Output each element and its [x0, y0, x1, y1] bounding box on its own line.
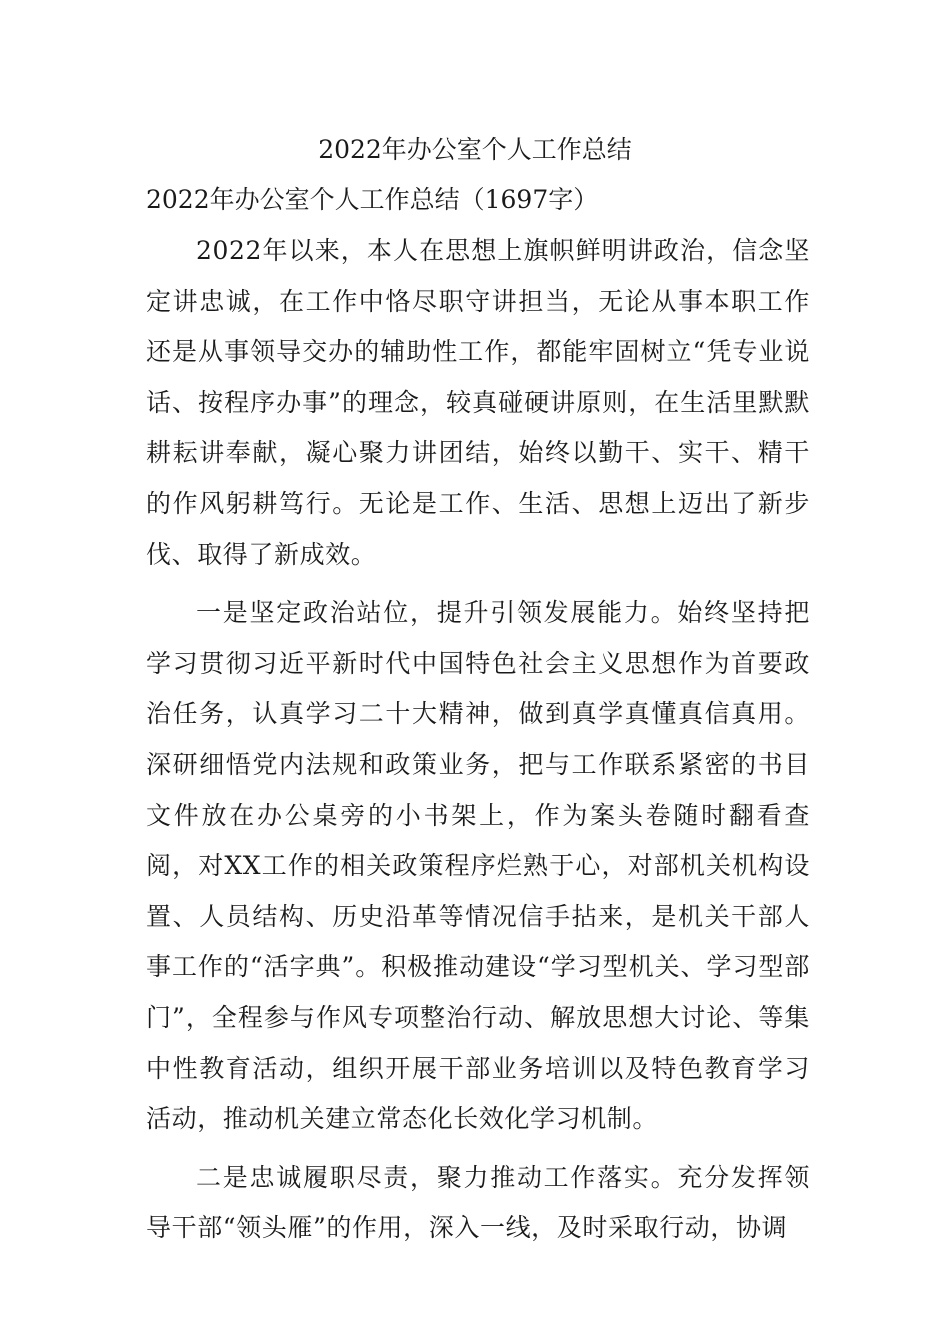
- paragraph-political-stance: 一是坚定政治站位，提升引领发展能力。始终坚持把学习贯彻习近平新时代中国特色社会主义思想作为首要政治任务，认真学习二十大精神，做到真学真懂真信真用。深研细悟党内法规和政策业务，把与工作联系紧密的书目文件放在办公桌旁的小书架上，作为案头卷随时翻看查阅，对XX工作的相关政策程序烂熟于心，对部机关机构设置、人员结构、历史沿革等情况信手拈来，是机关干部人事工作的“活字典”。积极推动建设“学习型机关、学习型部门”，全程参与作风专项整治行动、解放思想大讨论、等集中性教育活动，组织开展干部业务培训以及特色教育学习活动，推动机关建立常态化长效化学习机制。: [146, 598, 810, 1134]
- document-title: 2022年办公室个人工作总结: [318, 135, 632, 164]
- paragraph-intro: 2022年以来，本人在思想上旗帜鲜明讲政治，信念坚定讲忠诚，在工作中恪尽职守讲担当，无论从事本职工作还是从事领导交办的辅助性工作，都能牢固树立“凭专业说话、按程序办事”的理念，较真碰硬讲原则，在生活里默默耕耘讲奉献，凝心聚力讲团结，始终以勤干、实干、精干的作风躬耕笃行。无论是工作、生活、思想上迈出了新步伐、取得了新成效。: [146, 236, 810, 569]
- document-body: [146, 226, 810, 1262]
- paragraph-duty-fulfillment: 二是忠诚履职尽责，聚力推动工作落实。充分发挥领导干部“领头雁”的作用，深入一线，及时采取行动，协调: [146, 1162, 810, 1243]
- document-subtitle: 2022年办公室个人工作总结（1697字）: [146, 185, 599, 214]
